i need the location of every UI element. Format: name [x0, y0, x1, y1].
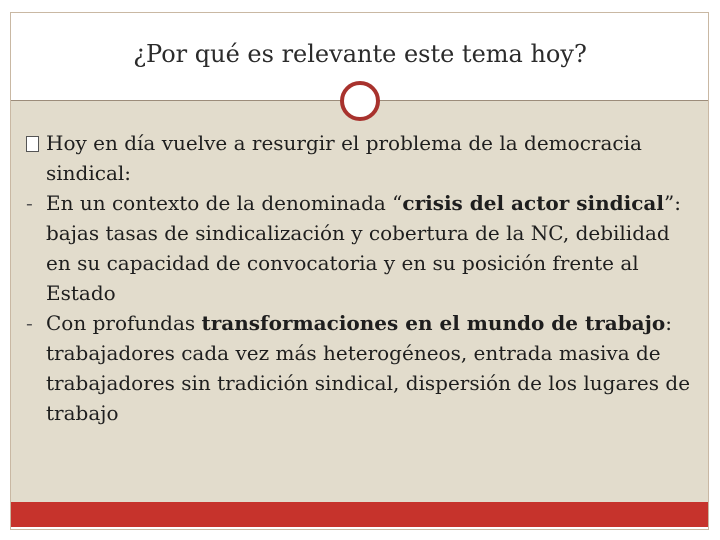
- bullet-list: [27, 128, 697, 428]
- circle-ornament-icon: [340, 81, 380, 121]
- bullet-dash: -: [26, 311, 33, 335]
- footer-stripe: [11, 527, 708, 529]
- bullet-item-3: [27, 308, 697, 428]
- footer-bar: [11, 502, 708, 527]
- bullet-item-1: [27, 128, 697, 188]
- bullet-1-text: Hoy en día vuelve a resurgir el problema de la democracia sindical:: [46, 131, 642, 185]
- bullet-2-bold: crisis del actor sindical: [402, 191, 664, 215]
- bullet-box-icon: [26, 128, 44, 158]
- bullet-3-text-b: : trabajadores cada vez más heterogéneos, entrada masiva de trabajadores sin tradición sindical, dispersión de los lugares de trabajo: [46, 311, 691, 425]
- slide-title: ¿Por qué es relevante este tema hoy?: [133, 40, 587, 68]
- bullet-2-text-b: ”: bajas tasas de sindicalización y cobertura de la NC, debilidad en su capacidad de convocatoria y en su posición frente al Estado: [46, 191, 681, 305]
- bullet-3-bold: transformaciones en el mundo de trabajo: [201, 311, 666, 335]
- bullet-item-2: [27, 188, 697, 308]
- bullet-3-text-a: Con profundas: [46, 311, 202, 335]
- bullet-2-text-a: En un contexto de la denominada “: [46, 191, 403, 215]
- bullet-dash: -: [26, 191, 33, 215]
